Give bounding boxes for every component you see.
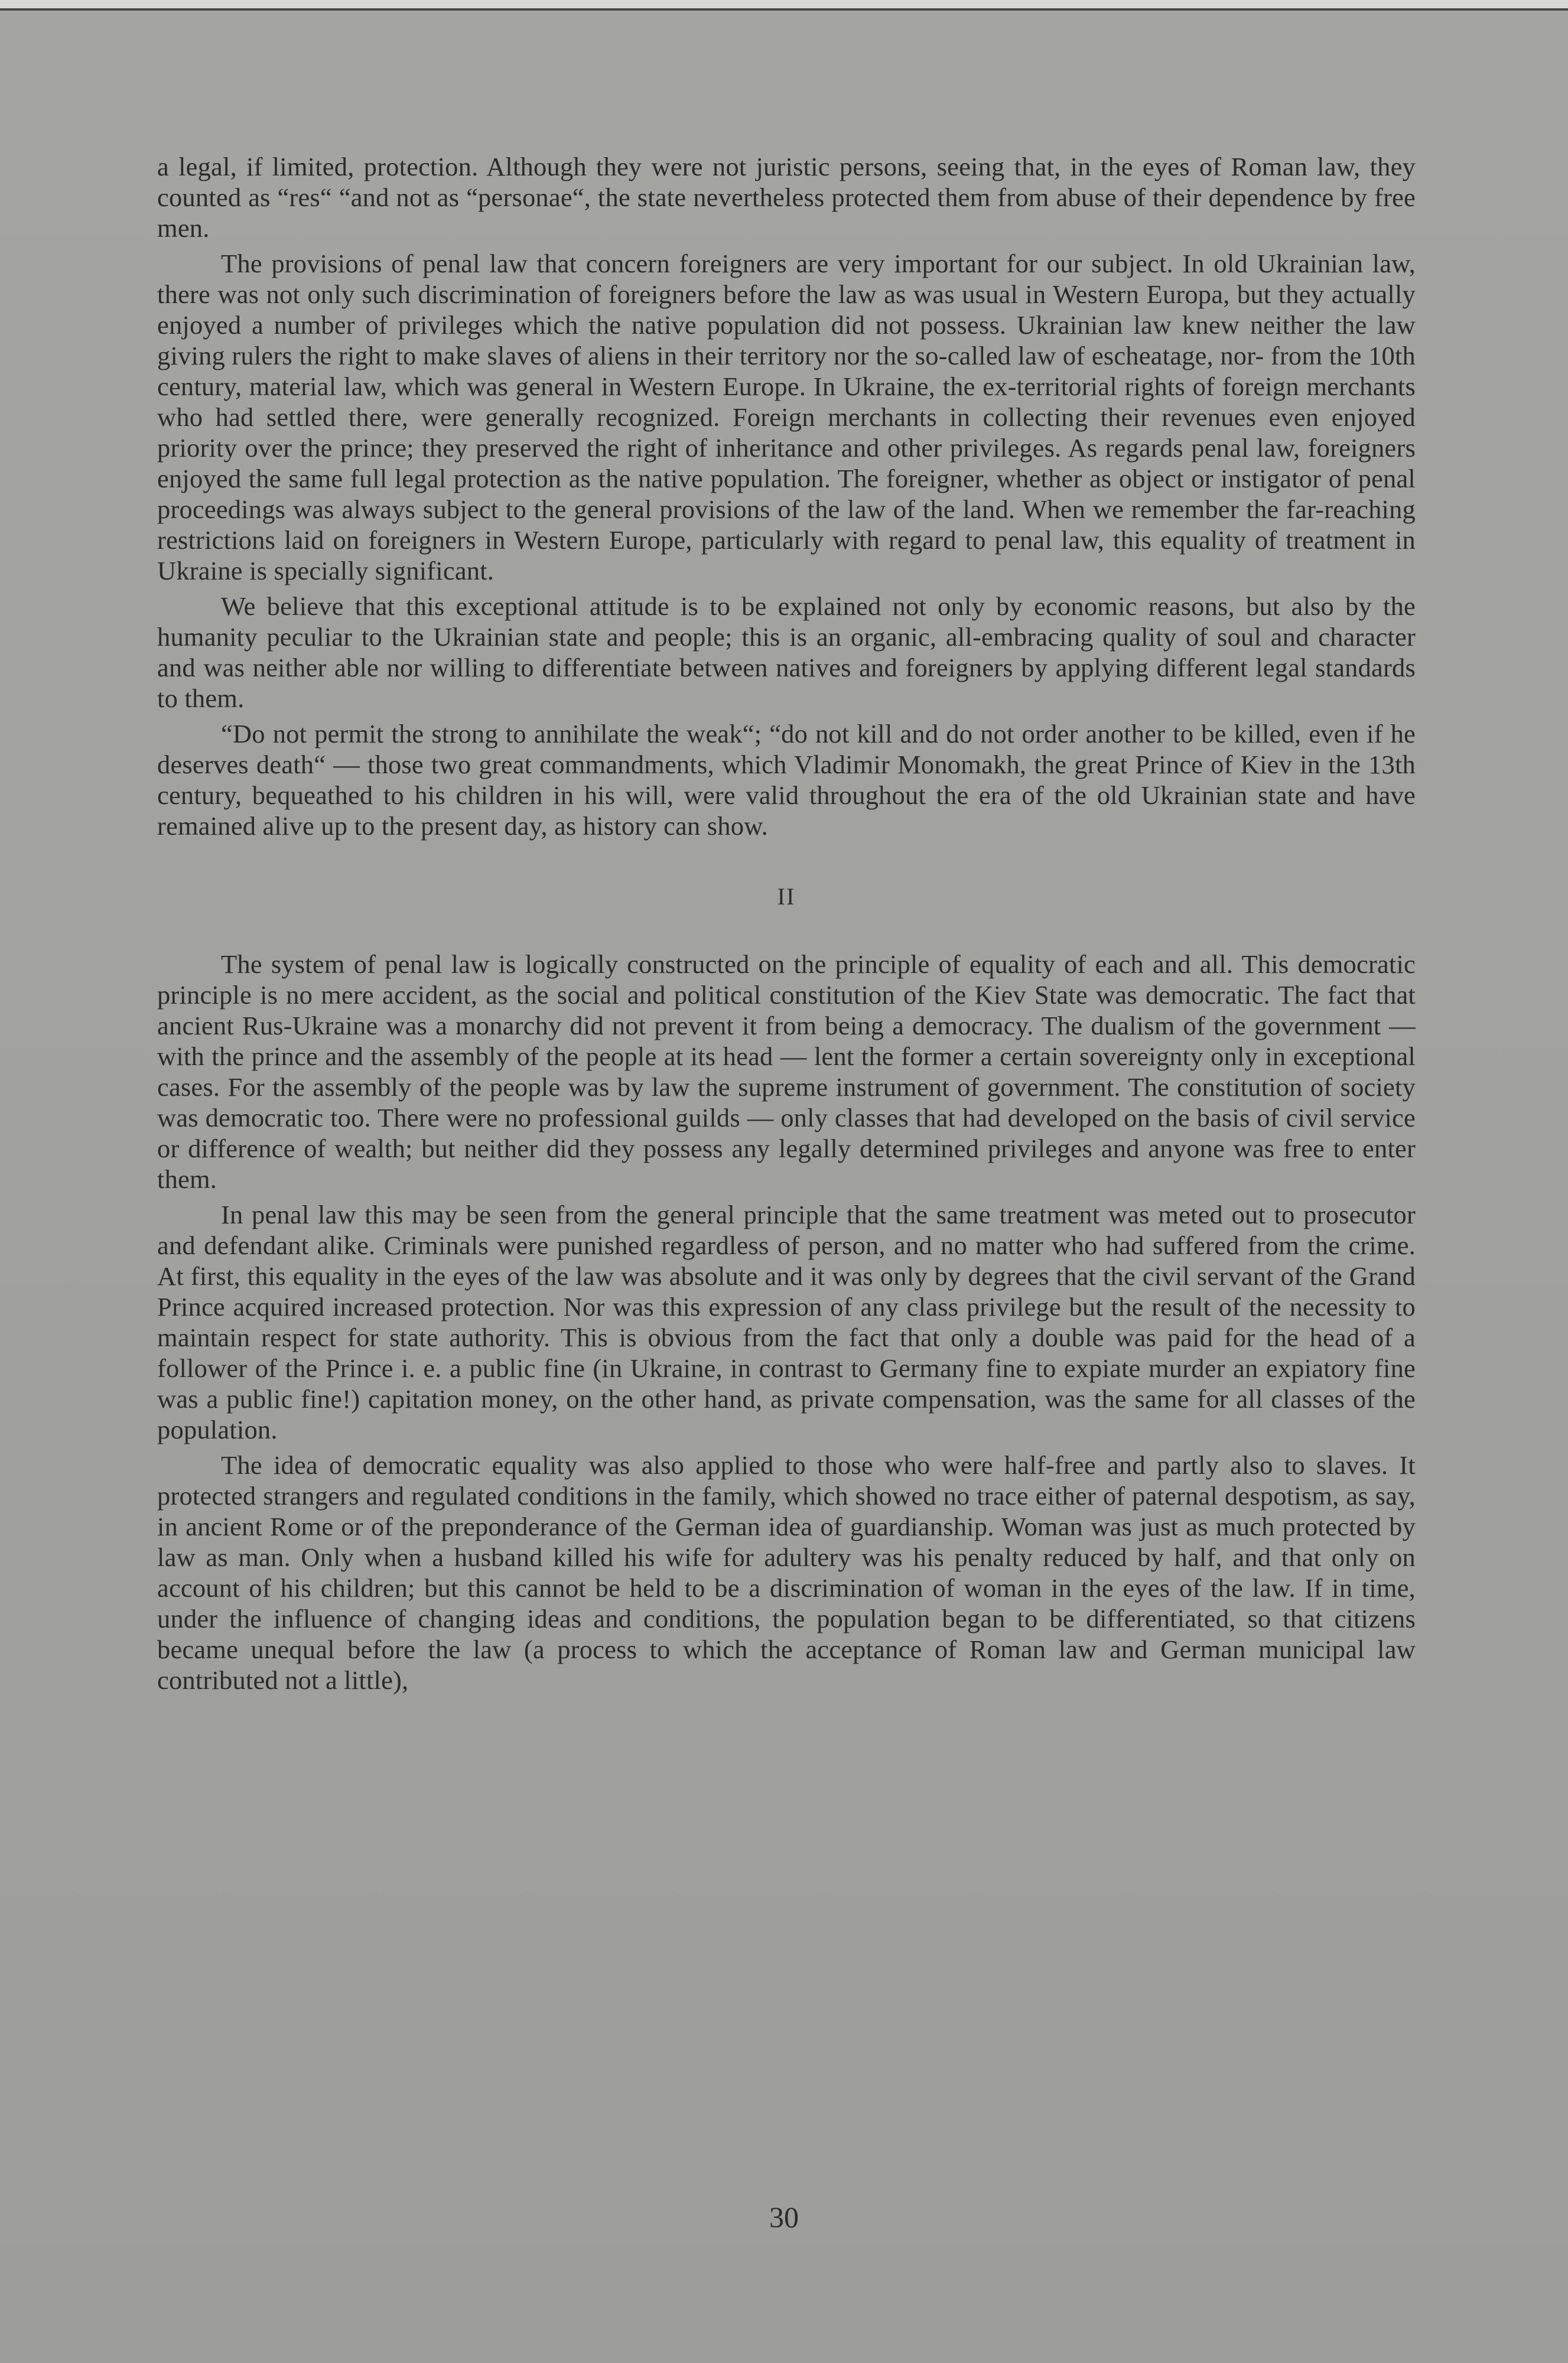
page-top-edge <box>0 0 1568 8</box>
main-text-column <box>157 151 1416 1700</box>
section-heading: II <box>777 883 796 910</box>
paragraph-continuation: a legal, if limited, protection. Although they were not juristic persons, seeing that, in the eyes of Roman law, they counted as “res“ “and not as “personae“, the state nevertheless protected them from abuse of their dependence by free men. <box>157 152 1416 243</box>
paragraph-exceptional-attitude: We believe that this exceptional attitude is to be explained not only by economic reasons, but also by the humanity peculiar to the Ukrainian state and people; this is an organic, all-embracing quality of soul and character and was neither able nor willing to differentiate between natives and foreigners by applying different legal standards to them. <box>157 591 1416 713</box>
page-top-edge-line <box>0 8 1568 11</box>
paragraph-foreigners: The provisions of penal law that concern foreigners are very important for our subject. In old Ukrainian law, there was not only such discrimination of foreigners before the law as was usual in Western Europa, but they actually enjoyed a number of privileges which the native population did not possess. Ukrainian law knew neither the law giving rulers the right to make slaves of aliens in their territory nor the so-called law of escheatage, nor- from the 10th century, material law, which was general in Western Europe. In Ukraine, the ex-territorial rights of foreign merchants who had settled there, were generally recognized. Foreign merchants in collecting their revenues even enjoyed priority over the prince; they preserved the right of inheritance and other privileges. As regards penal law, foreigners enjoyed the same full legal protection as the native population. The foreigner, whether as object or instigator of penal proceedings was always subject to the general provisions of the law of the land. When we remember the far-reaching restrictions laid on foreigners in Western Europe, particularly with regard to penal law, this equality of treatment in Ukraine is specially significant. <box>157 249 1416 585</box>
page-number: 30 <box>769 2201 799 2234</box>
paragraph-monomakh-commandments: “Do not permit the strong to annihilate the weak“; “do not kill and do not order another to be killed, even if he deserves death“ — those two great commandments, which Vladimir Monomakh, the great Prince of Kiev in the 13th century, bequeathed to his children in his will, were valid throughout the era of the old Ukrainian state and have remained alive up to the present day, as history can show. <box>157 719 1416 841</box>
paragraph-penal-law-treatment: In penal law this may be seen from the general principle that the same treatment was meted out to prosecutor and defendant alike. Criminals were punished regardless of person, and no matter who had suffered from the crime. At first, this equality in the eyes of the law was absolute and it was only by degrees that the civil servant of the Grand Prince acquired increased protection. Nor was this expression of any class privilege but the result of the necessity to maintain respect for state authority. This is obvious from the fact that only a double was paid for the head of a follower of the Prince i. e. a public fine (in Ukraine, in contrast to Germany fine to expiate murder an expiatory fine was a public fine!) capitation money, on the other hand, as private compensation, was the same for all classes of the population. <box>157 1200 1416 1444</box>
paragraph-democratic-equality: The idea of democratic equality was also applied to those who were half-free and partly also to slaves. It protected strangers and regulated conditions in the family, which showed no trace either of paternal despotism, as say, in ancient Rome or of the preponderance of the German idea of guardianship. Woman was just as much protected by law as man. Only when a husband killed his wife for adultery was his penalty reduced by half, and that only on account of his children; but this cannot be held to be a discrimination of woman in the eyes of the law. If in time, under the influence of changing ideas and conditions, the population began to be differentiated, so that citizens became unequal before the law (a process to which the acceptance of Roman law and German municipal law contributed not a little), <box>157 1450 1416 1695</box>
paragraph-equality-principle: The system of penal law is logically constructed on the principle of equality of each and all. This democratic principle is no mere accident, as the social and political constitution of the Kiev State was democratic. The fact that ancient Rus-Ukraine was a monarchy did not prevent it from being a democracy. The dualism of the government — with the prince and the assembly of the people at its head — lent the former a certain sovereignty only in exceptional cases. For the assembly of the people was by law the supreme instrument of government. The constitution of society was democratic too. There were no professional guilds — only classes that had developed on the basis of civil service or difference of wealth; but neither did they possess any legally determined privileges and anyone was free to enter them. <box>157 949 1416 1194</box>
